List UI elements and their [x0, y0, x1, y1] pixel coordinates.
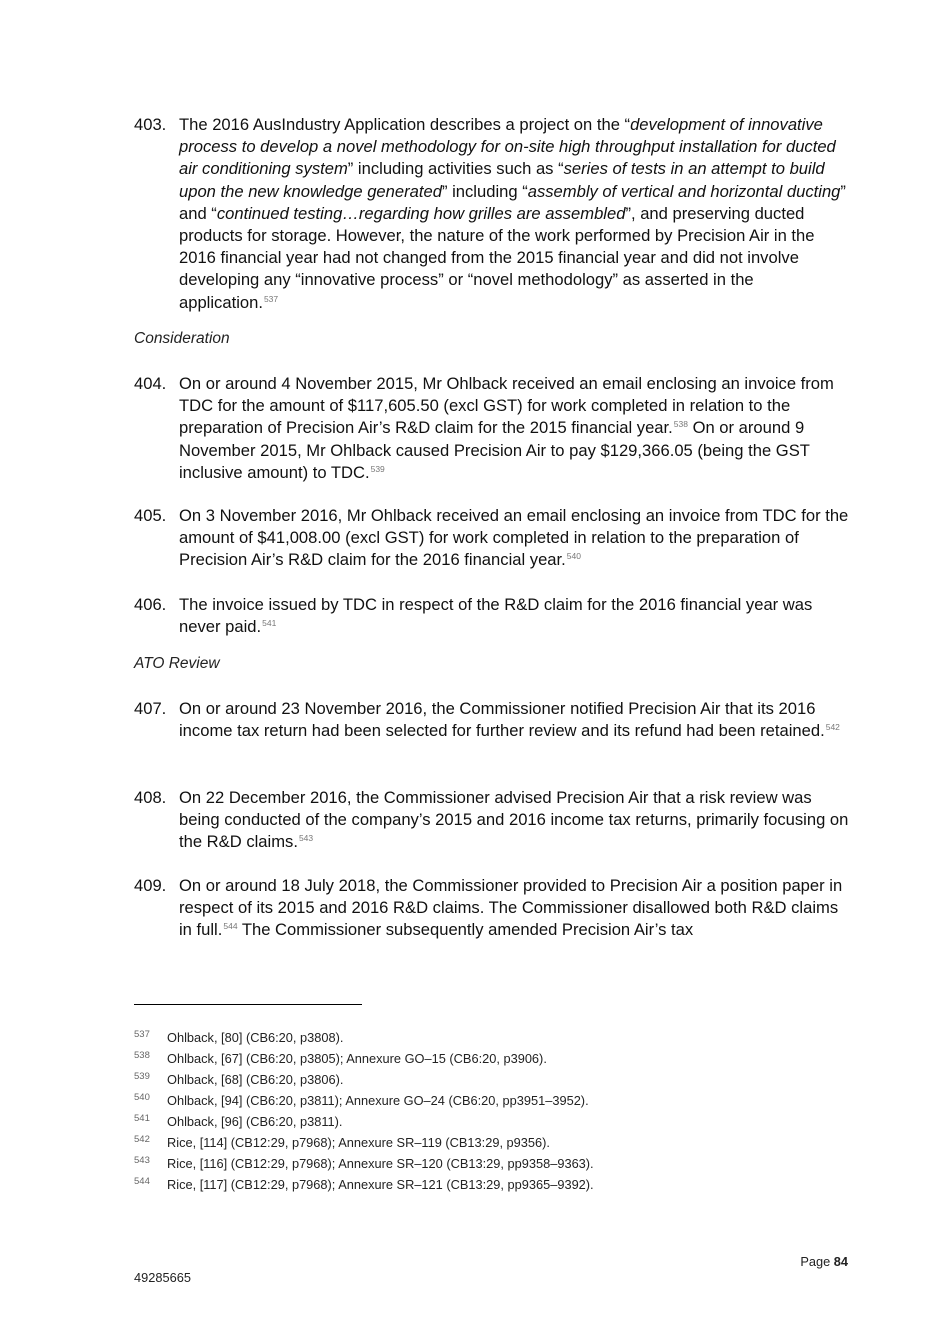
- paragraph-text: [179, 875, 854, 942]
- paragraph-text: [179, 505, 854, 572]
- footnote-text: Rice, [117] (CB12:29, p7968); Annexure SR–121 (CB13:29, pp9365–9392).: [167, 1177, 594, 1192]
- footnote-marker[interactable]: 537: [263, 293, 279, 304]
- footnote-marker[interactable]: 539: [370, 463, 385, 474]
- paragraph-407: [134, 698, 854, 742]
- paragraph-number: 403.: [134, 115, 167, 134]
- footnote-number: 544: [134, 1176, 150, 1187]
- footnote-text: Ohlback, [94] (CB6:20, p3811); Annexure GO–24 (CB6:20, pp3951–3952).: [167, 1093, 589, 1108]
- footnote-number: 540: [134, 1092, 150, 1103]
- paragraph-406: [134, 594, 854, 638]
- text-run: ”, and preserving ducted products for storage. However, the nature of the work performed by Precision Air in the 2016 financial year had not changed from the 2015 financial year and did not involve developing any “innovative process” or “novel methodology” as asserted in the application.: [179, 203, 815, 312]
- text-run: On or around 18 July 2018, the Commissioner provided to Precision Air a position paper in respect of its 2015 and 2016 R&D claims. The Commissioner disallowed both R&D claims in full.: [179, 876, 843, 940]
- footnote-text: Ohlback, [80] (CB6:20, p3808).: [167, 1030, 344, 1045]
- text-run: The invoice issued by TDC in respect of the R&D claim for the 2016 financial year was never paid.: [179, 595, 813, 637]
- text-run: On 22 December 2016, the Commissioner advised Precision Air that a risk review was being conducted of the company’s 2015 and 2016 income tax returns, primarily focusing on the R&D claims.: [179, 788, 849, 852]
- text-run: On or around 4 November 2015, Mr Ohlback received an email enclosing an invoice from TDC for the amount of $117,605.50 (excl GST) for work completed in relation to the preparation of Precision Air’s R&D claim for the 2015 financial year.: [179, 374, 834, 438]
- footnote-marker[interactable]: 543: [298, 833, 314, 844]
- paragraph-number: 404.: [134, 374, 167, 393]
- text-run: On or around 9 November 2015, Mr Ohlback caused Precision Air to pay $129,366.05 (being the GST inclusive amount) to TDC.: [179, 418, 810, 482]
- paragraph-409: [134, 875, 854, 942]
- heading-ato-review: ATO Review: [134, 655, 220, 672]
- footnote-number: 541: [134, 1113, 150, 1124]
- footnote-537: [134, 1027, 834, 1048]
- footnote-marker[interactable]: 540: [566, 551, 581, 562]
- text-run: ” including “: [441, 181, 528, 201]
- text-run: On or around 23 November 2016, the Commissioner notified Precision Air that its 2016 income tax return had been selected for further review and its refund had been retained.: [179, 699, 825, 741]
- paragraph-text: [179, 373, 854, 484]
- footnote-543: [134, 1153, 834, 1174]
- paragraph-number: 405.: [134, 506, 167, 525]
- footnote-number: 538: [134, 1050, 150, 1061]
- footnote-542: [134, 1132, 834, 1153]
- paragraph-number: 409.: [134, 876, 167, 895]
- footnote-text: Ohlback, [67] (CB6:20, p3805); Annexure GO–15 (CB6:20, p3906).: [167, 1051, 547, 1066]
- paragraph-405: [134, 505, 854, 572]
- footnote-text: Ohlback, [68] (CB6:20, p3806).: [167, 1072, 344, 1087]
- footnote-number: 539: [134, 1071, 150, 1082]
- footnote-text: Rice, [114] (CB12:29, p7968); Annexure SR–119 (CB13:29, p9356).: [167, 1135, 550, 1150]
- footnote-number: 543: [134, 1155, 150, 1166]
- footnote-marker[interactable]: 541: [262, 618, 277, 629]
- footnote-text: Ohlback, [96] (CB6:20, p3811).: [167, 1114, 343, 1129]
- page-number: [760, 1254, 848, 1269]
- footnote-marker[interactable]: 538: [673, 419, 688, 430]
- paragraph-text: [179, 114, 854, 314]
- page-number-value: 84: [833, 1254, 848, 1269]
- quoted-text: continued testing…regarding how grilles are assembled: [216, 203, 626, 223]
- document-id: 49285665: [134, 1270, 191, 1285]
- footnote-number: 537: [134, 1029, 150, 1040]
- footnote-544: [134, 1174, 834, 1195]
- footnote-divider: [134, 1004, 362, 1005]
- paragraph-404: [134, 373, 854, 484]
- footnote-number: 542: [134, 1134, 150, 1145]
- text-run: ” including activities such as “: [347, 159, 564, 179]
- quoted-text: assembly of vertical and horizontal ducting: [527, 181, 841, 201]
- paragraph-text: [179, 698, 854, 742]
- text-run: The 2016 AusIndustry Application describes a project on the “: [179, 115, 631, 134]
- paragraph-408: [134, 787, 854, 854]
- quoted-text: series of tests in an attempt to build upon the new knowledge generated: [179, 159, 825, 201]
- text-run: On 3 November 2016, Mr Ohlback received an email enclosing an invoice from TDC for the amount of $41,008.00 (excl GST) for work completed in relation to the preparation of Precision Air’s R&D claim for the 2016 financial year.: [179, 506, 849, 570]
- paragraph-number: 407.: [134, 699, 167, 718]
- footnote-538: [134, 1048, 834, 1069]
- footnote-marker[interactable]: 542: [825, 722, 840, 733]
- paragraph-403: [134, 114, 854, 314]
- footnote-text: Rice, [116] (CB12:29, p7968); Annexure SR–120 (CB13:29, pp9358–9363).: [167, 1156, 594, 1171]
- text-run: The Commissioner subsequently amended Precision Air’s tax: [237, 920, 694, 940]
- page-label: Page: [800, 1254, 831, 1269]
- text-run: ” and “: [179, 181, 846, 223]
- footnote-539: [134, 1069, 834, 1090]
- footnote-541: [134, 1111, 834, 1132]
- heading-consideration: Consideration: [134, 330, 230, 347]
- paragraph-text: [179, 594, 854, 638]
- quoted-text: development of innovative process to develop a novel methodology for on-site high throughput installation for ducted air conditioning system: [179, 115, 836, 179]
- paragraph-text: [179, 787, 854, 854]
- paragraph-number: 406.: [134, 595, 167, 614]
- footnote-marker[interactable]: 544: [223, 921, 238, 932]
- paragraph-number: 408.: [134, 788, 167, 807]
- footnote-540: [134, 1090, 834, 1111]
